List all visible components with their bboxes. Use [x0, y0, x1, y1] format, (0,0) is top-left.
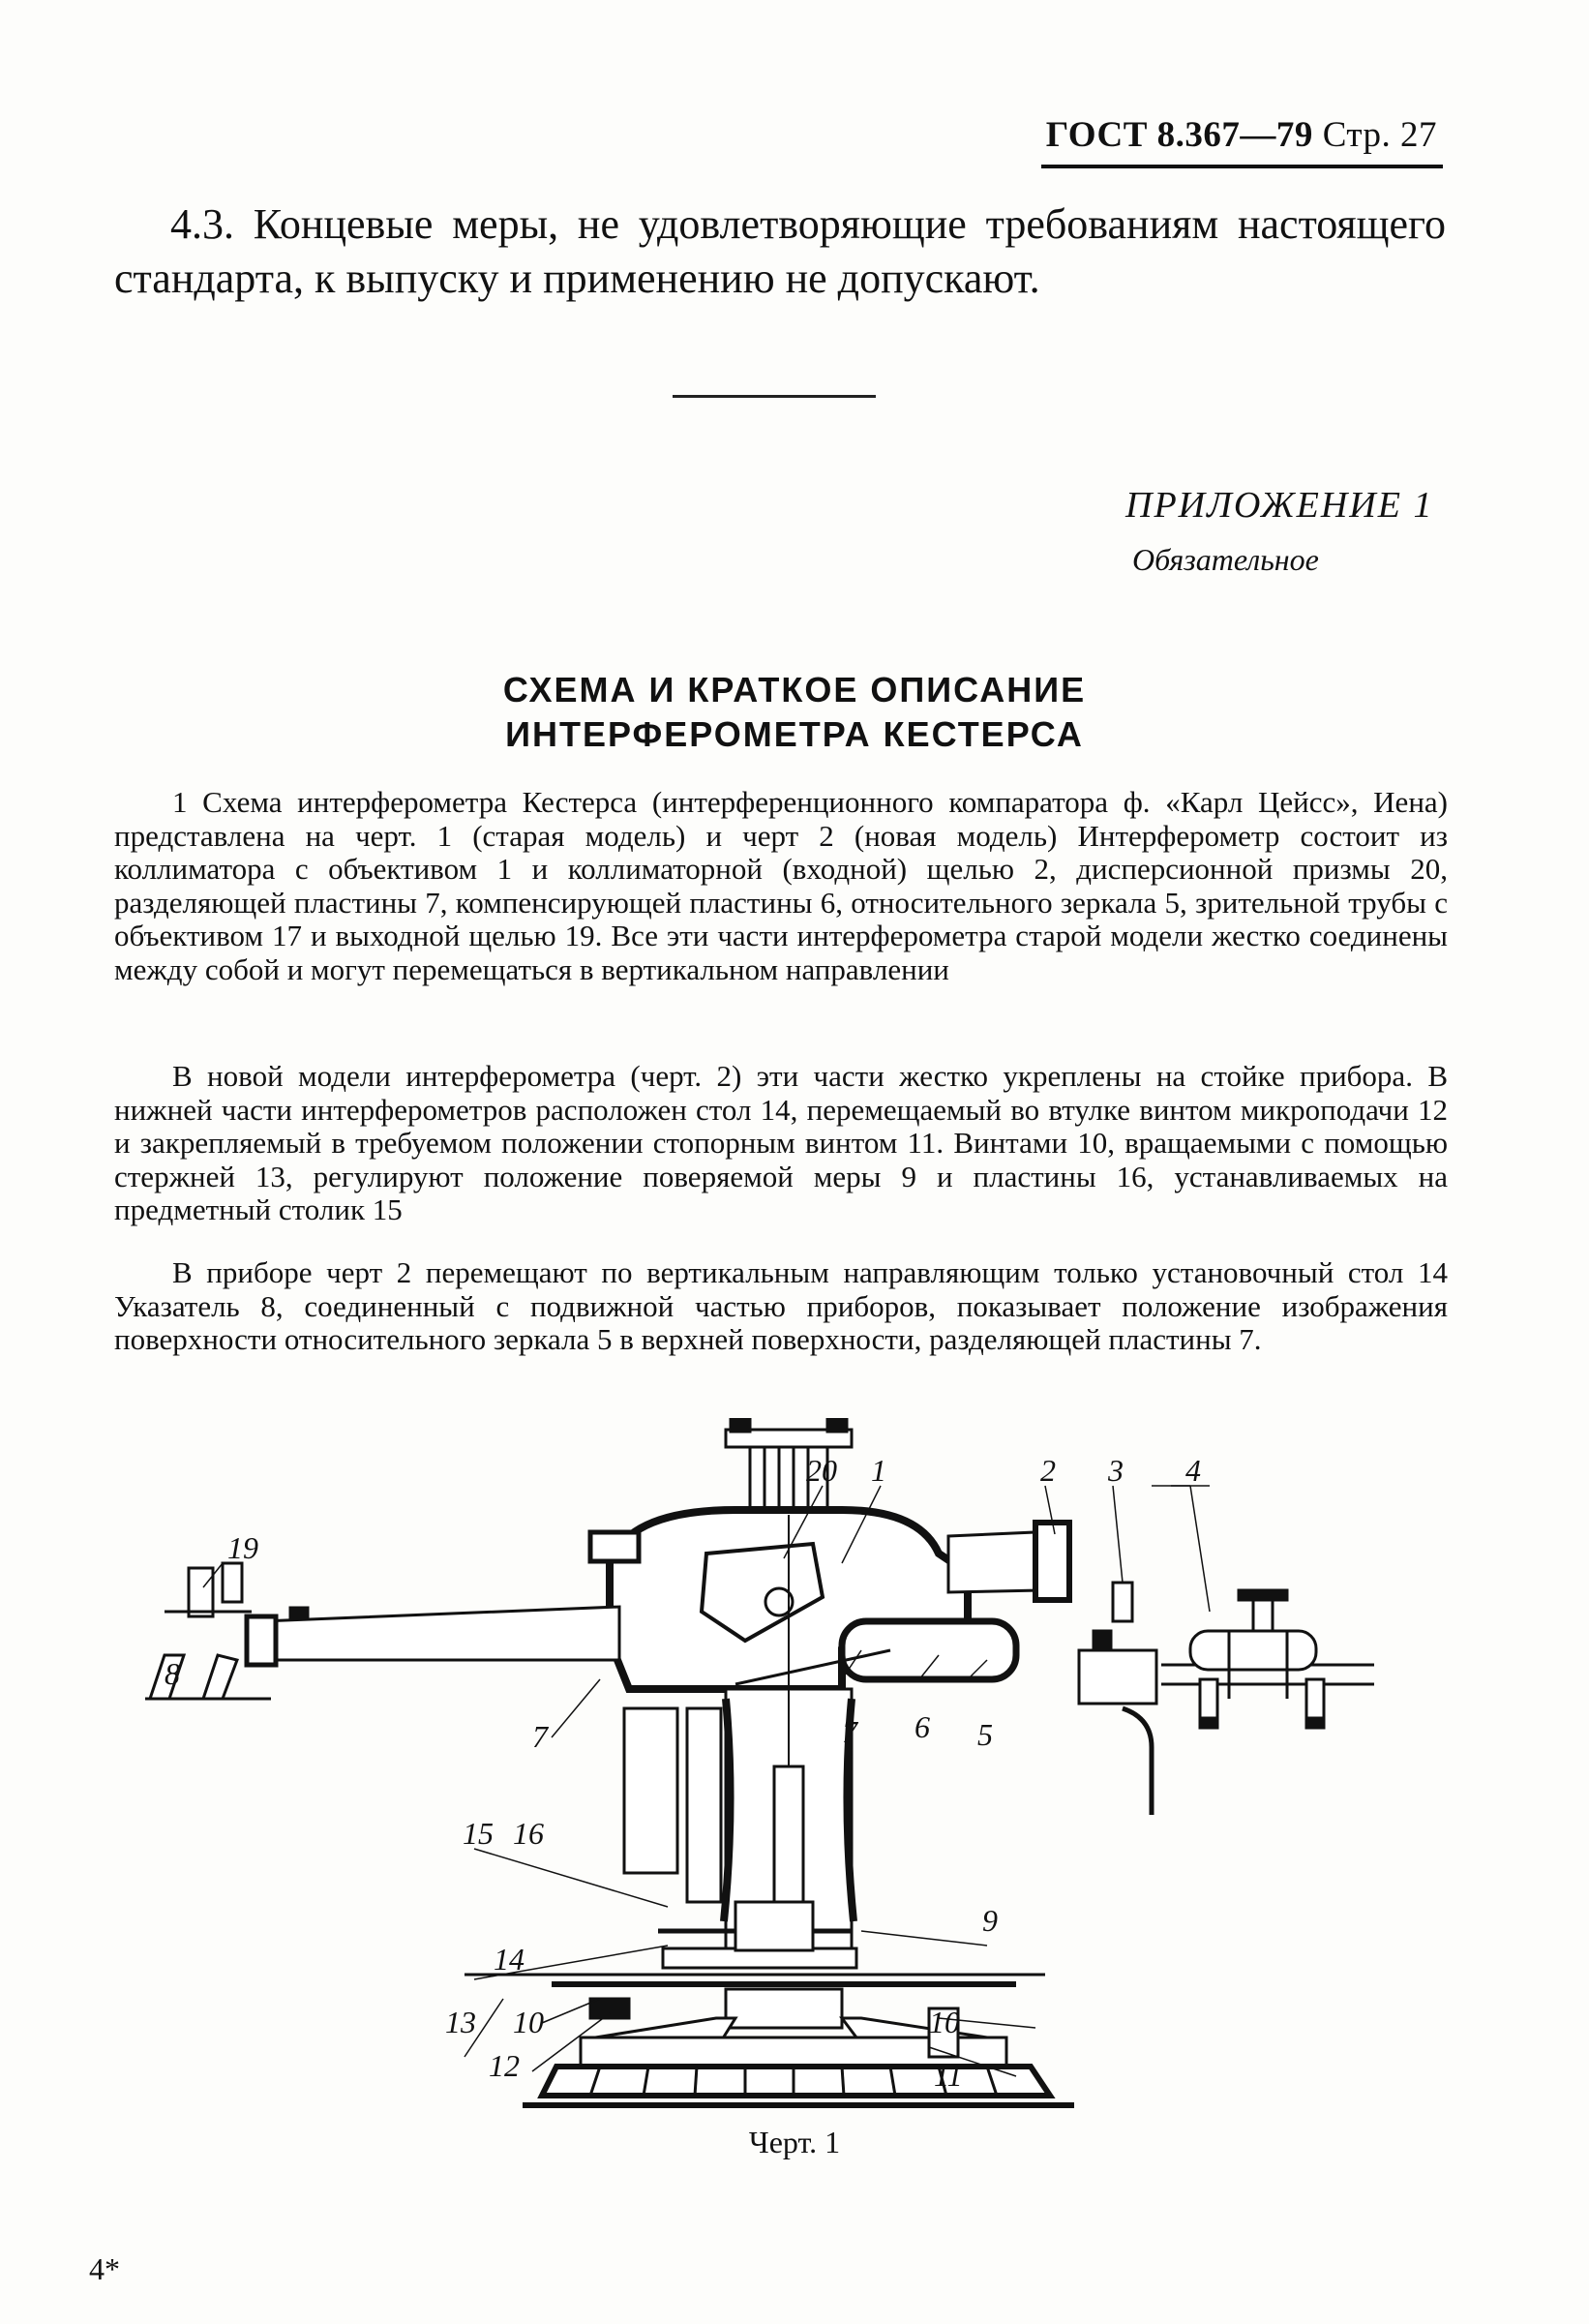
paragraph-1: [114, 786, 1448, 986]
label-14: 14: [494, 1942, 525, 1977]
page-number: Стр. 27: [1322, 115, 1437, 155]
label-10-right: 10: [929, 2005, 960, 2039]
label-11: 11: [934, 2058, 963, 2093]
paragraph-1-text: 1 Схема интерферометра Кестерса (интерференционного компаратора ф. «Карл Цейсс», Иена) представлена на черт. 1 (старая модель) и черт 2 (новая модель) Интерферометр состоит из коллиматора с объективом 1 и коллиматорной (входной) щелью 2, дисперсионной призмы 20, разделяющей пластины 7, компенсирующей пластины 6, относительного зеркала 5, зрительной трубы с объективом 17 и выходной щелью 19. Все эти части интерферометра старой модели жестко соединены между собой и могут перемещаться в вертикальном направлении: [114, 785, 1448, 986]
label-7-left: 7: [532, 1719, 548, 1754]
figure-caption: Черт. 1: [748, 2125, 841, 2159]
label-10-left: 10: [513, 2005, 544, 2039]
section-separator: [673, 395, 876, 398]
signature-mark: 4*: [89, 2251, 120, 2286]
label-2: 2: [1040, 1453, 1056, 1488]
label-19: 19: [227, 1530, 258, 1565]
header-rule: [1041, 165, 1443, 168]
label-20: 20: [806, 1453, 837, 1488]
label-13: 13: [445, 2005, 476, 2039]
label-15: 15: [463, 1816, 494, 1851]
slit-mechanism: [1079, 1583, 1374, 1815]
paragraph-3-text: В приборе черт 2 перемещают по вертикальным направляющим только установочный стол 14 Указатель 8, соединенный с подвижной частью приборов, показывает положение изображения поверхности относительного зеркала 5 в верхней поверхности, разделяющей пластины 7.: [114, 1255, 1448, 1356]
label-16: 16: [513, 1816, 544, 1851]
label-6: 6: [914, 1709, 930, 1744]
label-4: 4: [1185, 1453, 1201, 1488]
label-9: 9: [982, 1903, 998, 1938]
running-header: [1046, 114, 1437, 156]
appendix-subtitle: Обязательное: [1132, 542, 1319, 577]
label-3: 3: [1108, 1453, 1124, 1488]
heading-line-1: СХЕМА И КРАТКОЕ ОПИСАНИЕ: [502, 670, 1087, 709]
section-4-3-text: 4.3. Концевые меры, не удовлетворяющие требованиям настоящего стандарта, к выпуску и применению не допускают.: [114, 200, 1446, 302]
standard-number: ГОСТ 8.367—79: [1045, 115, 1313, 155]
label-12: 12: [489, 2048, 520, 2083]
paragraph-2: [114, 1060, 1448, 1227]
heading-line-2: ИНТЕРФЕРОМЕТРА КЕСТЕРСА: [505, 714, 1084, 754]
paragraph-3: [114, 1256, 1448, 1357]
label-7-right: 7: [842, 1714, 857, 1749]
appendix-title: ПРИЛОЖЕНИЕ 1: [1125, 485, 1434, 526]
label-8: 8: [165, 1656, 180, 1691]
section-4-3: [114, 197, 1446, 306]
interferometer-drawing: [145, 1418, 1403, 2110]
telescope-tube: [261, 1607, 619, 1660]
label-5: 5: [977, 1717, 993, 1752]
paragraph-2-text: В новой модели интерферометра (черт. 2) эти части жестко укреплены на стойке прибора. В нижней части интерферометров расположен стол 14, перемещаемый во втулке винтом микроподачи 12 и закрепляемый в требуемом положении стопорным винтом 11. Винтами 10, вращаемыми с помощью стержней 13, регулируют положение поверяемой меры 9 и пластины 16, устанавливаемых на предметный столик 15: [114, 1059, 1448, 1226]
collimator-tube: [948, 1532, 1040, 1592]
label-1: 1: [871, 1453, 886, 1488]
